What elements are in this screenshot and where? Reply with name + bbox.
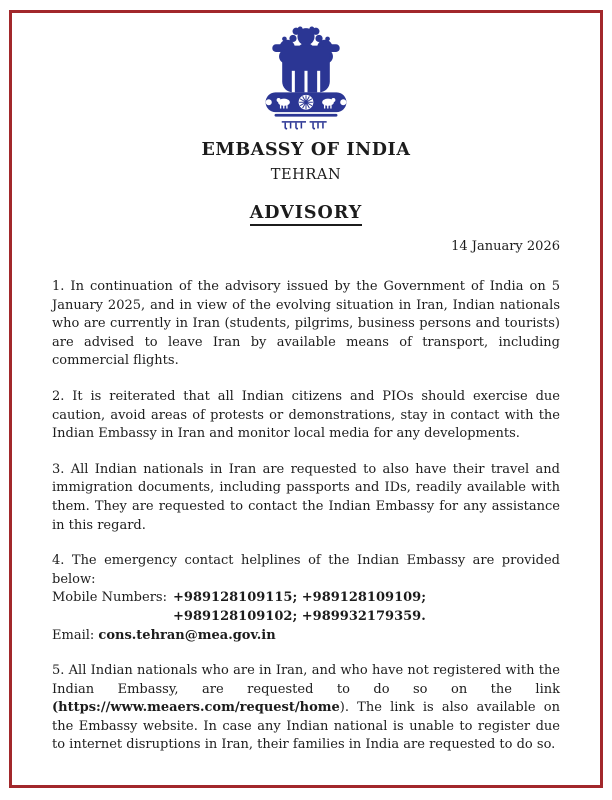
state-emblem-of-india — [52, 16, 560, 131]
paragraph-5 — [52, 662, 560, 755]
document-page — [52, 16, 560, 755]
paragraph-4 — [52, 552, 560, 645]
email-line — [52, 627, 560, 646]
paragraph-5-text-before: 5. All Indian nationals who are in Iran, and who have not registered with the Indian Embassy, are requested to do so on the link — [52, 663, 560, 697]
email-label: Email: — [52, 627, 95, 643]
org-city: TEHRAN — [270, 167, 342, 183]
contact-intro: 4. The emergency contact helplines of the Indian Embassy are provided below: — [52, 553, 560, 587]
org-name: EMBASSY OF INDIA — [201, 140, 411, 160]
paragraph-3: 3. All Indian nationals in Iran are requested to also have their travel and immigration documents, including passports and IDs, readily available with them. They are requested to contact the Indian Embassy for any assistance in this regard. — [52, 461, 560, 533]
mobile-numbers-value-2: +989128109102; +989932179359. — [173, 608, 426, 624]
registration-link: (https://www.meaers.com/request/home — [52, 700, 340, 716]
paragraph-1: 1. In continuation of the advisory issued by the Government of India on 5 January 2025, and in view of the evolving situation in Iran, Indian nationals who are currently in Iran (students, pilgrims, business persons and tourists) are advised to leave Iran by available means of transport, including commercial flights. — [52, 279, 560, 369]
paragraph-2: 2. It is reiterated that all Indian citizens and PIOs should exercise due caution, avoid areas of protests or demonstrations, stay in contact with the Indian Embassy in Iran and monitor local media for any developments. — [52, 388, 560, 442]
advisory-title — [52, 201, 560, 225]
mobile-numbers-value-1: +989128109115; +989128109109; — [173, 590, 426, 606]
mobile-numbers-line-1 — [52, 589, 560, 608]
mobile-numbers-label: Mobile Numbers: — [52, 590, 167, 606]
paragraph-5-text-after: ). The link is also available on the Embassy website. In case any Indian national is unable to register due to internet disruptions in Iran, their families in India are requested to do so. — [52, 700, 560, 753]
mobile-numbers-line-2 — [52, 608, 560, 627]
email-value: cons.tehran@mea.gov.in — [98, 627, 276, 643]
advisory-date: 14 January 2026 — [451, 239, 560, 254]
satyameva-jayate-motto — [282, 121, 327, 129]
lion-capital-emblem-icon — [252, 16, 360, 131]
advisory-title-text: ADVISORY — [250, 203, 363, 226]
